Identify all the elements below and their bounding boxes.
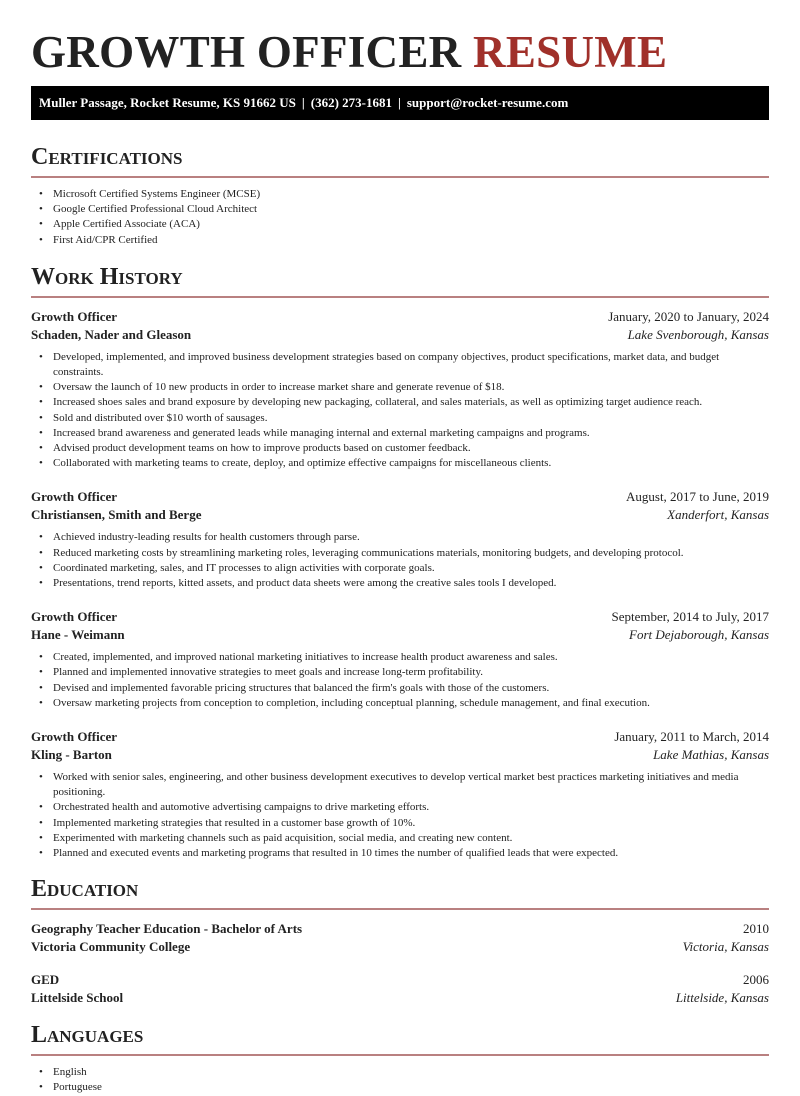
degree: Geography Teacher Education - Bachelor of Arts (31, 921, 303, 937)
list-item: • English (31, 1065, 769, 1080)
list-item: • First Aid/CPR Certified (31, 233, 769, 248)
list-item: • Sold and distributed over $10 worth of sausages. (31, 411, 769, 426)
job-bullets (31, 530, 769, 591)
job-entry (31, 608, 769, 711)
job-location: Fort Dejaborough, Kansas (629, 627, 769, 643)
list-item: • Collaborated with marketing teams to create, deploy, and optimize effective campaigns for miscellaneous clients. (31, 456, 769, 471)
list-item: • Reduced marketing costs by streamlining marketing roles, leveraging communications materials, monitoring budgets, and developing protocol. (31, 546, 769, 561)
list-item: • Orchestrated health and automotive advertising campaigns to drive marketing efforts. (31, 800, 769, 815)
degree: GED (31, 972, 60, 988)
work-history-section (31, 264, 769, 861)
list-item: • Implemented marketing strategies that resulted in a customer base growth of 10%. (31, 816, 769, 831)
list-item: • Developed, implemented, and improved business development strategies based on company objectives, product specifications, market data, and budget constraints. (31, 350, 769, 380)
job-dates: September, 2014 to July, 2017 (611, 609, 769, 625)
education-entry (31, 920, 769, 956)
list-item: • Oversaw marketing projects from conception to completion, including conceptual planning, schedule management, and final execution. (31, 696, 769, 711)
job-entry (31, 728, 769, 861)
list-item: • Google Certified Professional Cloud Architect (31, 202, 769, 217)
title-main: GROWTH OFFICER (31, 27, 462, 77)
job-title: Growth Officer (31, 609, 118, 625)
list-item: • Oversaw the launch of 10 new products in order to increase market share and generate revenue of $18. (31, 380, 769, 395)
list-item: • Increased brand awareness and generated leads while managing internal and external marketing campaigns and programs. (31, 426, 769, 441)
list-item: • Presentations, trend reports, kitted assets, and product data sheets were among the creative sales tools I developed. (31, 576, 769, 591)
list-item: • Devised and implemented favorable pricing structures that balanced the firm's goals with those of the customers. (31, 681, 769, 696)
job-entry (31, 308, 769, 472)
education-school-row (31, 989, 769, 1007)
list-item: • Experimented with marketing channels such as paid acquisition, social media, and creating new content. (31, 831, 769, 846)
education-header-row (31, 971, 769, 989)
job-dates: January, 2020 to January, 2024 (608, 308, 769, 324)
section-heading: Education (31, 876, 769, 910)
languages-list (31, 1065, 769, 1095)
resume-page (0, 29, 800, 1096)
company-name: Schaden, Nader and Gleason (31, 326, 192, 342)
job-dates: January, 2011 to March, 2014 (614, 729, 769, 745)
job-header-row (31, 608, 769, 626)
job-company-row (31, 506, 769, 524)
job-bullets (31, 770, 769, 861)
list-item: • Increased shoes sales and brand exposure by developing new packaging, collateral, and sales materials, as well as optimizing target audience reach. (31, 395, 769, 410)
education-header-row (31, 920, 769, 938)
education-school-row (31, 938, 769, 956)
list-item: • Advised product development teams on how to improve products based on customer feedback. (31, 441, 769, 456)
section-heading: Languages (31, 1022, 769, 1056)
job-title: Growth Officer (31, 308, 118, 324)
company-name: Kling - Barton (31, 747, 112, 763)
education-entry (31, 971, 769, 1007)
contact-phone: (362) 273-1681 (310, 95, 392, 110)
education-section (31, 876, 769, 1007)
languages-section (31, 1022, 769, 1095)
job-location: Lake Mathias, Kansas (653, 747, 769, 763)
certifications-section (31, 144, 769, 248)
job-header-row (31, 488, 769, 506)
list-item: • Achieved industry-leading results for health customers through parse. (31, 530, 769, 545)
title-accent: RESUME (473, 27, 668, 77)
list-item: • Planned and implemented innovative strategies to meet goals and increase long-term profitability. (31, 665, 769, 680)
school-location: Victoria, Kansas (682, 939, 769, 955)
list-item: • Coordinated marketing, sales, and IT processes to align activities with corporate goals. (31, 561, 769, 576)
contact-bar (31, 86, 769, 120)
separator: | (397, 95, 401, 110)
list-item: • Created, implemented, and improved national marketing initiatives to increase health product awareness and sales. (31, 650, 769, 665)
company-name: Hane - Weimann (31, 627, 125, 643)
job-location: Lake Svenborough, Kansas (627, 326, 769, 342)
section-heading: Work History (31, 264, 769, 298)
school-name: Littelside School (31, 990, 124, 1006)
graduation-year: 2010 (743, 921, 769, 937)
company-name: Christiansen, Smith and Berge (31, 507, 202, 523)
list-item: • Microsoft Certified Systems Engineer (MCSE) (31, 187, 769, 202)
job-header-row (31, 728, 769, 746)
job-company-row (31, 626, 769, 644)
section-heading: Certifications (31, 144, 769, 178)
school-location: Littelside, Kansas (675, 990, 769, 1006)
job-header-row (31, 308, 769, 326)
list-item: • Worked with senior sales, engineering, and other business development executives to develop vertical market best practices marketing initiatives and media positioning. (31, 770, 769, 800)
job-dates: August, 2017 to June, 2019 (626, 489, 769, 505)
separator: | (301, 95, 305, 110)
list-item: • Apple Certified Associate (ACA) (31, 217, 769, 232)
job-title: Growth Officer (31, 489, 118, 505)
job-company-row (31, 746, 769, 764)
contact-address: Muller Passage, Rocket Resume, KS 91662 US (39, 95, 296, 110)
job-title: Growth Officer (31, 729, 118, 745)
job-bullets (31, 350, 769, 472)
list-item: • Planned and executed events and marketing programs that resulted in 10 times the number of qualified leads that were expected. (31, 846, 769, 861)
resume-title (31, 29, 769, 75)
school-name: Victoria Community College (31, 939, 191, 955)
job-bullets (31, 650, 769, 711)
job-entry (31, 488, 769, 591)
job-company-row (31, 326, 769, 344)
contact-email[interactable]: support@rocket-resume.com (406, 95, 569, 110)
graduation-year: 2006 (743, 972, 769, 988)
certifications-list (31, 187, 769, 248)
list-item: • Portuguese (31, 1080, 769, 1095)
job-location: Xanderfort, Kansas (667, 507, 769, 523)
